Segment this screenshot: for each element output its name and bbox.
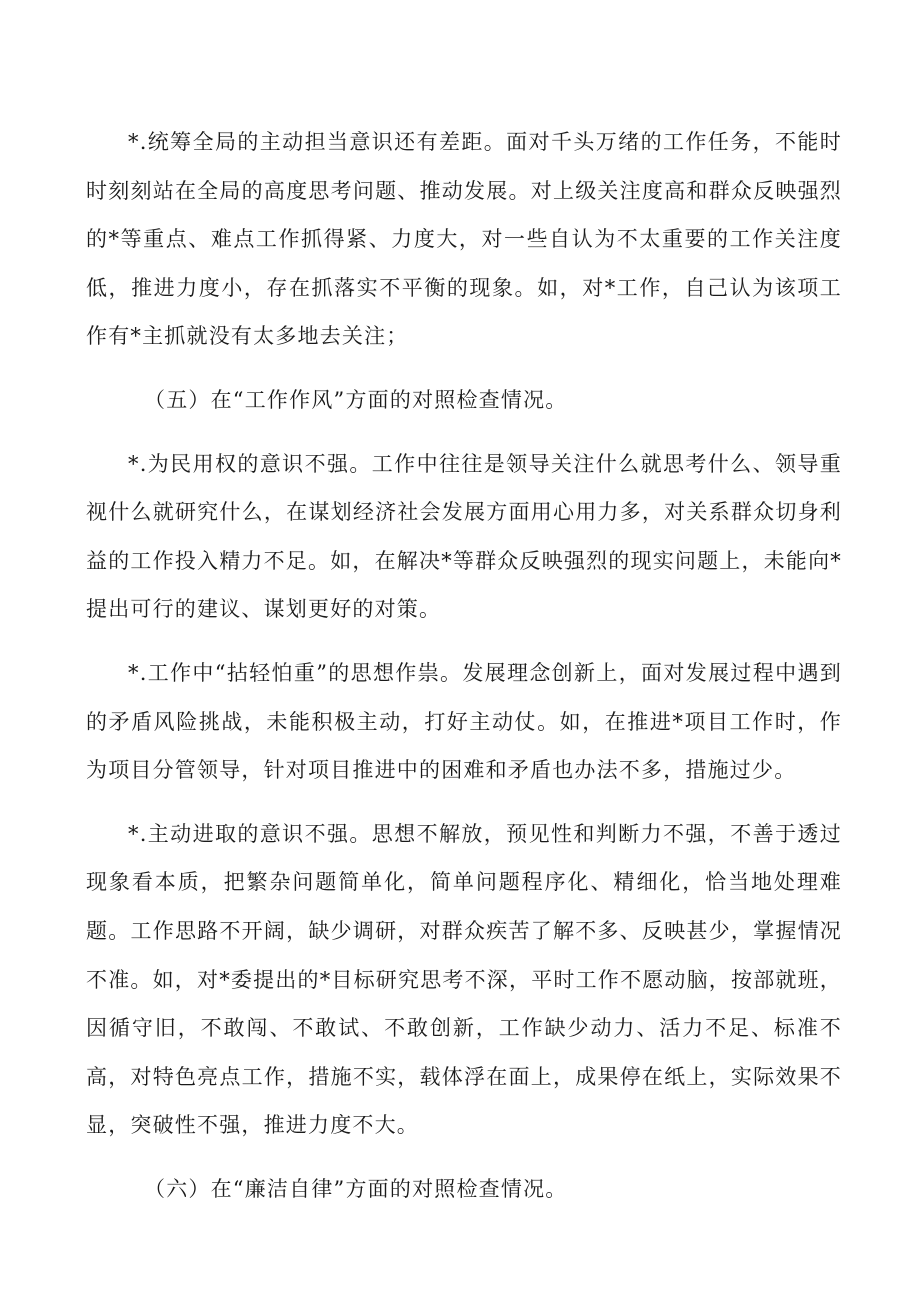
section-heading-integrity: （六）在“廉洁自律”方面的对照检查情况。	[144, 1176, 568, 1201]
paragraph-proactive-spirit: *.主动进取的意识不强。思想不解放，预见性和判断力不强，不善于透过现象看本质，把繁杂问题简单化，简单问题程序化、精细化，恰当地处理难题。工作思路不开阔，缺少调研，对群众疾苦了解不多、反映甚少，掌握情况不准。如，对*委提出的*目标研究思考不深，平时工作不愿动脑，按部就班，因循守旧，不敢闯、不敢试、不敢创新，工作缺少动力、活力不足、标准不高，对特色亮点工作，措施不实，载体浮在面上，成果停在纸上，实际效果不显，突破性不强，推进力度不大。	[86, 821, 842, 1138]
section-heading-work-style: （五）在“工作作风”方面的对照检查情况。	[144, 387, 568, 412]
paragraph-serving-people: *.为民用权的意识不强。工作中往往是领导关注什么就思考什么、领导重视什么就研究什么，在谋划经济社会发展方面用心用力多，对关系群众切身利益的工作投入精力不足。如，在解决*等群众反映强烈的现实问题上，未能向*提出可行的建议、谋划更好的对策。	[86, 451, 842, 622]
document-body	[86, 118, 842, 1228]
paragraph-avoiding-hard-work: *.工作中“拈轻怕重”的思想作祟。发展理念创新上，面对发展过程中遇到的矛盾风险挑战，未能积极主动，打好主动仗。如，在推进*项目工作时，作为项目分管领导，针对项目推进中的困难和矛盾也办法不多，措施过少。	[86, 660, 842, 783]
paragraph-overall-responsibility: *.统筹全局的主动担当意识还有差距。面对千头万绪的工作任务，不能时时刻刻站在全局的高度思考问题、推动发展。对上级关注度高和群众反映强烈的*等重点、难点工作抓得紧、力度大，对一些自认为不太重要的工作关注度低，推进力度小，存在抓落实不平衡的现象。如，对*工作，自己认为该项工作有*主抓就没有太多地去关注；	[86, 130, 842, 349]
